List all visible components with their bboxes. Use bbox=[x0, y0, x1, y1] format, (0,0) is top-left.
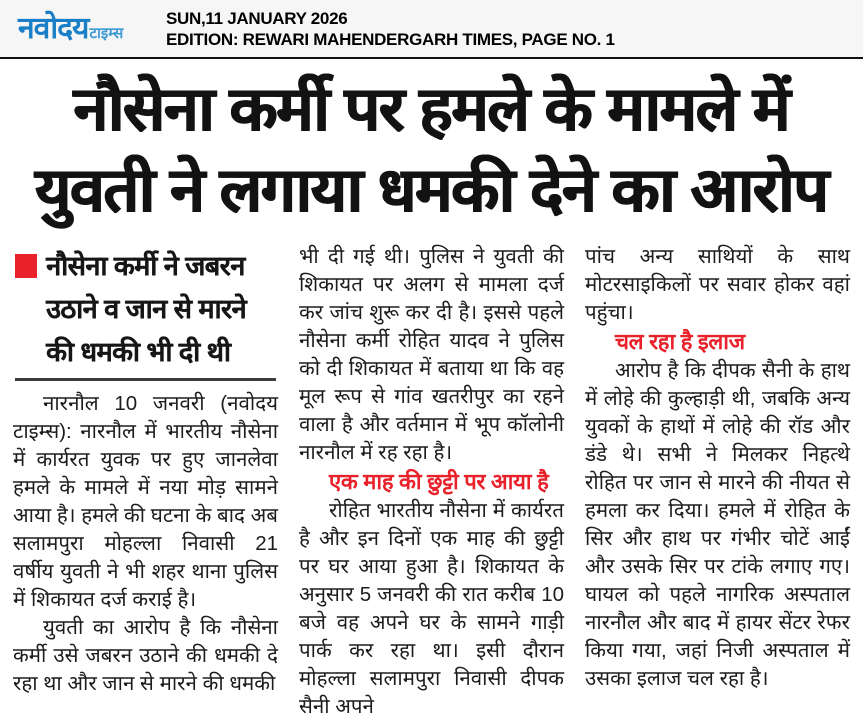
article-subhead bbox=[15, 245, 278, 374]
masthead-info bbox=[166, 8, 615, 50]
subhead-line-1: नौसेना कर्मी ने जबरन bbox=[46, 251, 245, 281]
paragraph: आरोप है कि दीपक सैनी के हाथ में लोहे की कुल्हाड़ी थी, जबकि अन्य युवकों के हाथों में लोहे की रॉड और डंडे थे। सभी ने मिलकर निहत्थे रोहित पर जान से मारने की नीयत से हमला कर दिया। हमले में रोहित के सिर और हाथ पर गंभीर चोटें आईं और उसके सिर पर टांके लगाए गए। घायल को पहले नागरिक अस्पताल नारनौल और बाद में हायर सेंटर रेफर किया गया, जहां निजी अस्पताल में उसका इलाज चल रहा है। bbox=[585, 359, 850, 690]
subhead-text bbox=[46, 245, 246, 374]
paragraph: पांच अन्य साथियों के साथ मोटरसाइकिलों पर सवार होकर वहां पहुंचा। bbox=[585, 245, 850, 324]
red-subheading-leave: एक माह की छुट्टी पर आया है bbox=[329, 469, 549, 494]
headline-line-2: युवती ने लगाया धमकी देने का आरोप bbox=[35, 156, 828, 225]
logo-text-main: नवोदय bbox=[18, 11, 89, 45]
subhead-line-3: की धमकी भी दी थी bbox=[46, 337, 231, 367]
edition-line: EDITION: REWARI MAHENDERGARH TIMES, PAGE NO. 1 bbox=[166, 29, 615, 49]
newspaper-logo bbox=[18, 11, 158, 45]
masthead bbox=[0, 0, 863, 59]
subhead-line-2: उठाने व जान से मारने bbox=[46, 294, 246, 324]
paragraph: युवती का आरोप है कि नौसेना कर्मी उसे जबरन उठाने की धमकी दे रहा था और जान से मारने की धमकी bbox=[13, 616, 278, 695]
headline-line-1: नौसेना कर्मी पर हमले के मामले में bbox=[73, 75, 790, 144]
date-line: SUN,11 JANUARY 2026 bbox=[166, 8, 348, 28]
column-3 bbox=[585, 243, 850, 721]
subhead-divider bbox=[15, 378, 276, 381]
article-headline bbox=[8, 69, 855, 231]
logo-text-sub: टाइम्स bbox=[89, 24, 124, 42]
red-subheading-treatment: चल रहा है इलाज bbox=[615, 329, 745, 354]
article-columns bbox=[0, 237, 863, 721]
paragraph: नारनौल 10 जनवरी (नवोदय टाइम्स): नारनौल में भारतीय नौसेना में कार्यरत युवक पर हुए जानलेवा हमले के मामले में नया मोड़ सामने आया है। हमले की घटना के बाद अब सलामपुरा मोहल्ला निवासी 21 वर्षीय युवती ने भी शहर थाना पुलिस में शिकायत दर्ज कराई है। bbox=[13, 392, 278, 611]
column-2 bbox=[299, 243, 564, 721]
column-1 bbox=[13, 243, 278, 721]
paragraph: रोहित भारतीय नौसेना में कार्यरत है और इन दिनों एक माह की छुट्टी पर घर आया हुआ है। शिकायत के अनुसार 5 जनवरी की रात करीब 10 बजे वह अपने घर के सामने गाड़ी पार्क कर रहा था। इसी दौरान मोहल्ला सलामपुरा निवासी दीपक सैनी अपने bbox=[299, 499, 564, 718]
paragraph: भी दी गई थी। पुलिस ने युवती की शिकायत पर अलग से मामला दर्ज कर जांच शुरू कर दी है। इससे पहले नौसेना कर्मी रोहित यादव ने पुलिस को दी शिकायत में बताया था कि वह मूल रूप से गांव खतरीपुर का रहने वाला है और वर्तमान में भूप कॉलोनी नारनौल में रह रहा है। bbox=[299, 245, 564, 464]
red-square-bullet-icon bbox=[15, 254, 37, 278]
